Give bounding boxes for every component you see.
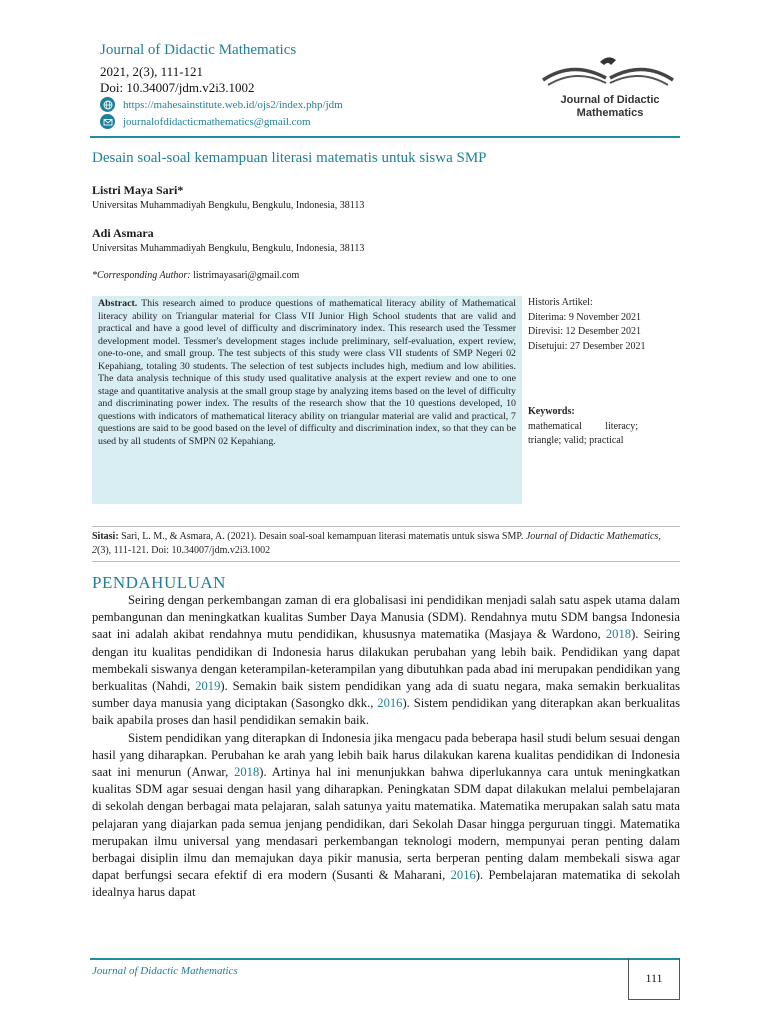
history-accepted: Disetujui: 27 Desember 2021 [528, 340, 646, 352]
abstract-text: This research aimed to produce questions of mathematical literacy ability of Mathematical literacy ability on Triangular material for Class VII Junior High School students that are valid and practical and have a good level of difficulty and discriminatory index. This research used the Tessmer development model. Tessmer's development stages include preliminary, self-evaluation, expert review, one-to-one, and small group. The test subjects of this study were class VII students of SMP Negeri 02 Kepahiang, totaling 30 students. The selection of test subjects includes high, medium and low abilities. The data analysis technique of this study used qualitative analysis at the expert review and one to one stage and quantitative analysis at the small group stage by analyzing items based on the level of difficulty and discriminating power index. The results of the research show that the 10 questions developed, 10 questions with indicators of mathematical literacy ability on triangular material are valid and practical, 7 questions are said to be good based on the level of difficulty and discrimination index, so that they can be used by all students of SMPN 02 Kepahiang. [98, 298, 516, 447]
author-name: Listri Maya Sari* [92, 183, 184, 197]
article-title: Desain soal-soal kemampuan literasi matematis untuk siswa SMP [92, 150, 487, 166]
history-received: Diterima: 9 November 2021 [528, 311, 642, 323]
paragraph: Seiring dengan perkembangan zaman di era globalisasi ini pendidikan menjadi salah satu aspek utama dalam pembangunan dan meningkatkan kualitas Sumber Daya Manusia (SDM). Rendahnya mutu SDM bangsa Indonesia saat ini adalah akibat rendahnya mutu pendidikan, khususnya matematika (Masjaya & Wardono, 2018). Seiring dengan itu kualitas pendidikan di Indonesia harus dilakukan perubahan yang lebih baik. Pendidikan yang dapat membekali siswanya dengan keterampilan-keterampilan yang dibutuhkan pada abad ini merupakan pendidikan yang berkualitas (Nahdi, 2019). Semakin baik sistem pendidikan yang ada di suatu negara, maka semakin berkualitas sumber daya manusia yang diciptakan (Sasongko dkk., 2016). Sistem pendidikan yang diterapkan akan berkualitas baik apabila proses dan hasil pendidikan semakin baik. [92, 593, 680, 728]
section-heading: PENDAHULUAN [92, 573, 226, 592]
email-icon [100, 114, 115, 129]
author-affiliation: Universitas Muhammadiyah Bengkulu, Bengkulu, Indonesia, 38113 [92, 200, 365, 211]
keywords-text: mathematical literacy; triangle; valid; practical [528, 420, 638, 446]
doi-line: Doi: 10.34007/jdm.v2i3.1002 [100, 80, 255, 95]
corresponding-author [92, 270, 299, 281]
citation-year-link[interactable]: 2018 [605, 627, 632, 642]
globe-icon [100, 97, 115, 112]
citation-journal: Journal of Didactic Mathematics, [525, 531, 661, 542]
abstract-box [92, 296, 522, 504]
journal-logo-icon [538, 52, 678, 88]
email-link[interactable]: journalofdidacticmathematics@gmail.com [123, 115, 311, 128]
corresponding-label: *Corresponding Author: [92, 270, 191, 281]
keywords [528, 405, 638, 449]
citation-year-link[interactable]: 2018 [234, 765, 260, 780]
corresponding-email: listrimayasari@gmail.com [193, 270, 300, 281]
author-name: Adi Asmara [92, 226, 154, 240]
volume-line: 2021, 2(3), 111-121 [100, 64, 204, 79]
article-history [528, 296, 658, 354]
footer-journal-title: Journal of Didactic Mathematics [92, 965, 238, 977]
history-label: Historis Artikel: [528, 297, 593, 308]
citation-label: Sitasi: [92, 531, 119, 542]
citation-year-link[interactable]: 2016 [450, 868, 476, 883]
logo-text-line2: Mathematics [576, 107, 644, 119]
keywords-label: Keywords: [528, 406, 575, 417]
history-revised: Direvisi: 12 Desember 2021 [528, 326, 642, 337]
citation-rest: (3), 111-121. Doi: 10.34007/jdm.v2i3.1002 [97, 545, 271, 556]
journal-title: Journal of Didactic Mathematics [100, 42, 297, 58]
author-affiliation: Universitas Muhammadiyah Bengkulu, Bengkulu, Indonesia, 38113 [92, 243, 365, 254]
page-number: 111 [628, 958, 680, 1000]
paragraph: Sistem pendidikan yang diterapkan di Indonesia jika mengacu pada beberapa hasil studi belum sesuai dengan hasil yang diharapkan. Perubahan ke arah yang lebih baik harus dilakukan karena kualitas pendidikan di Indonesia saat ini menurun (Anwar, 2018). Artinya hal ini menunjukkan bahwa diperlukannya cara untuk meningkatkan kualitas SDM agar sesuai dengan hasil yang diharapkan. Peningkatan SDM dapat dilakukan melalui pembelajaran di sekolah dengan berbagai mata pelajaran, salah satunya yaitu matematika. Matematika merupakan salah satu mata pelajaran yang diajarkan pada semua jenjang pendidikan, dari Sekolah Dasar hingga perguruan tinggi. Matematika merupakan ilmu universal yang mendasari perkembangan teknologi modern, mempunyai peran penting dalam berbagai disiplin ilmu dan memajukan daya pikir manusia, serta berperan penting dalam membekali siswa agar dapat berfungsi secara efektif di era modern (Susanti & Maharani, 2016). Pembelajaran matematika di sekolah idealnya harus dapat [92, 730, 680, 900]
logo-text-line1: Journal of Didactic [560, 94, 660, 106]
citation-box [92, 526, 680, 562]
footer-divider [90, 958, 680, 960]
website-link[interactable]: https://mahesainstitute.web.id/ojs2/index.php/jdm [123, 98, 343, 111]
citation-text: Sari, L. M., & Asmara, A. (2021). Desain soal-soal kemampuan literasi matematis untuk siswa SMP. [121, 531, 524, 542]
website-row[interactable] [100, 97, 343, 112]
email-row[interactable] [100, 114, 311, 129]
abstract-label: Abstract. [98, 298, 138, 309]
citation-year-link[interactable]: 2019 [195, 679, 221, 694]
citation-year-link[interactable]: 2016 [377, 696, 403, 711]
header-divider [90, 136, 680, 138]
body-text [92, 592, 680, 902]
citation-volume: 2 [92, 545, 97, 556]
